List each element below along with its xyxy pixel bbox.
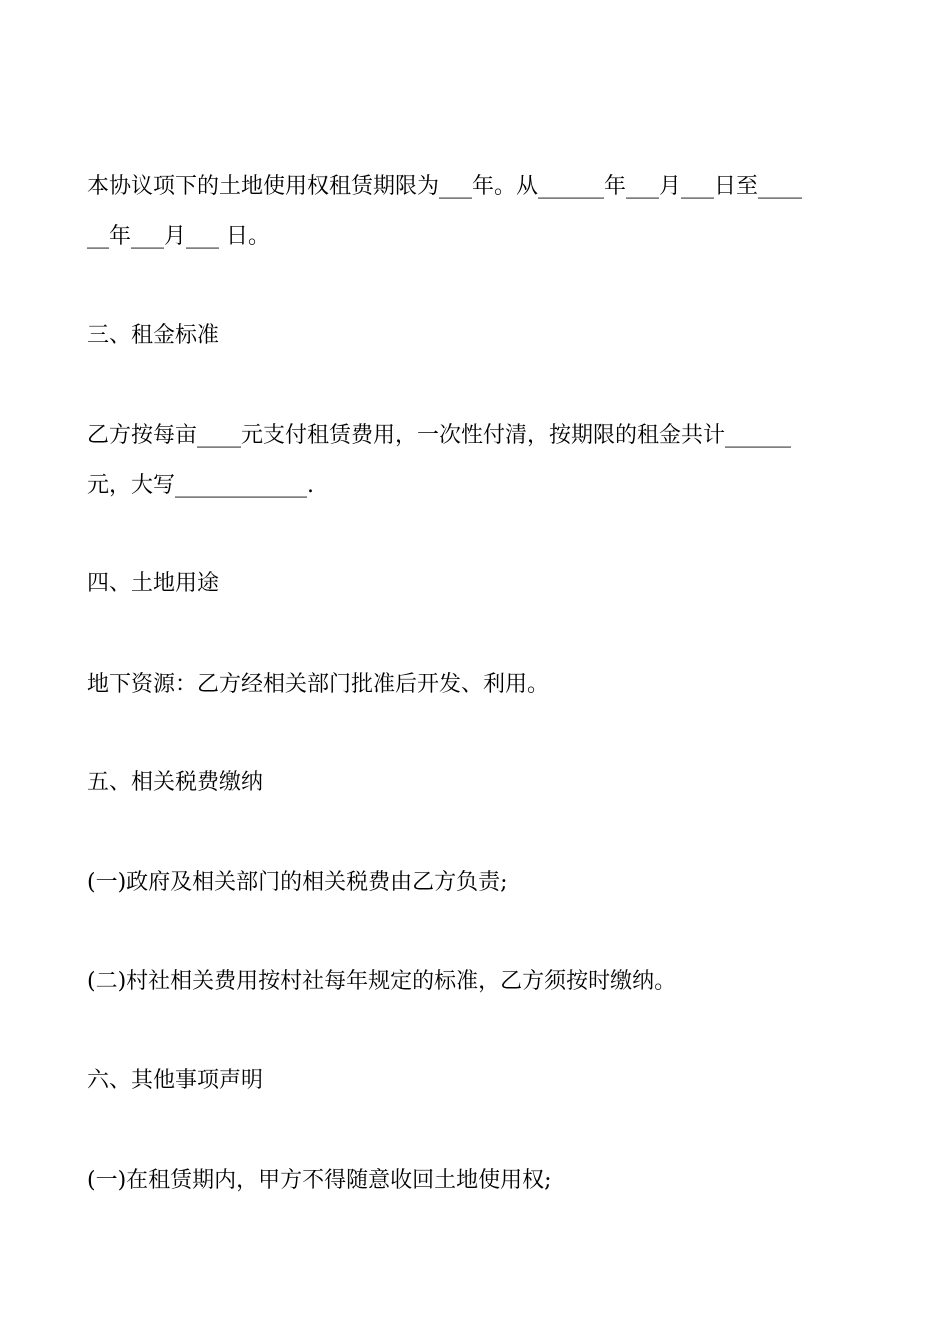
other-item-1: (一)在租赁期内，甲方不得随意收回土地使用权;	[87, 1168, 552, 1193]
section-heading-land-use: 四、土地用途	[87, 571, 220, 596]
land-use-text: 地下资源：乙方经相关部门批准后开发、利用。	[87, 672, 550, 697]
rent-line-2: 元，大写____________.	[87, 473, 314, 498]
tax-item-2: (二)村社相关费用按村社每年规定的标准，乙方须按时缴纳。	[87, 969, 677, 994]
section-heading-other: 六、其他事项声明	[87, 1068, 264, 1093]
section-heading-taxes: 五、相关税费缴纳	[87, 770, 264, 795]
tax-item-1: (一)政府及相关部门的相关税费由乙方负责;	[87, 870, 508, 895]
lease-term-line-2: __年___月___ 日。	[87, 224, 270, 249]
rent-line-1: 乙方按每亩____元支付租赁费用，一次性付清，按期限的租金共计______	[87, 423, 792, 448]
lease-term-line-1: 本协议项下的土地使用权租赁期限为___年。从______年___月___日至____	[87, 174, 803, 199]
section-heading-rent: 三、租金标准	[87, 323, 220, 348]
